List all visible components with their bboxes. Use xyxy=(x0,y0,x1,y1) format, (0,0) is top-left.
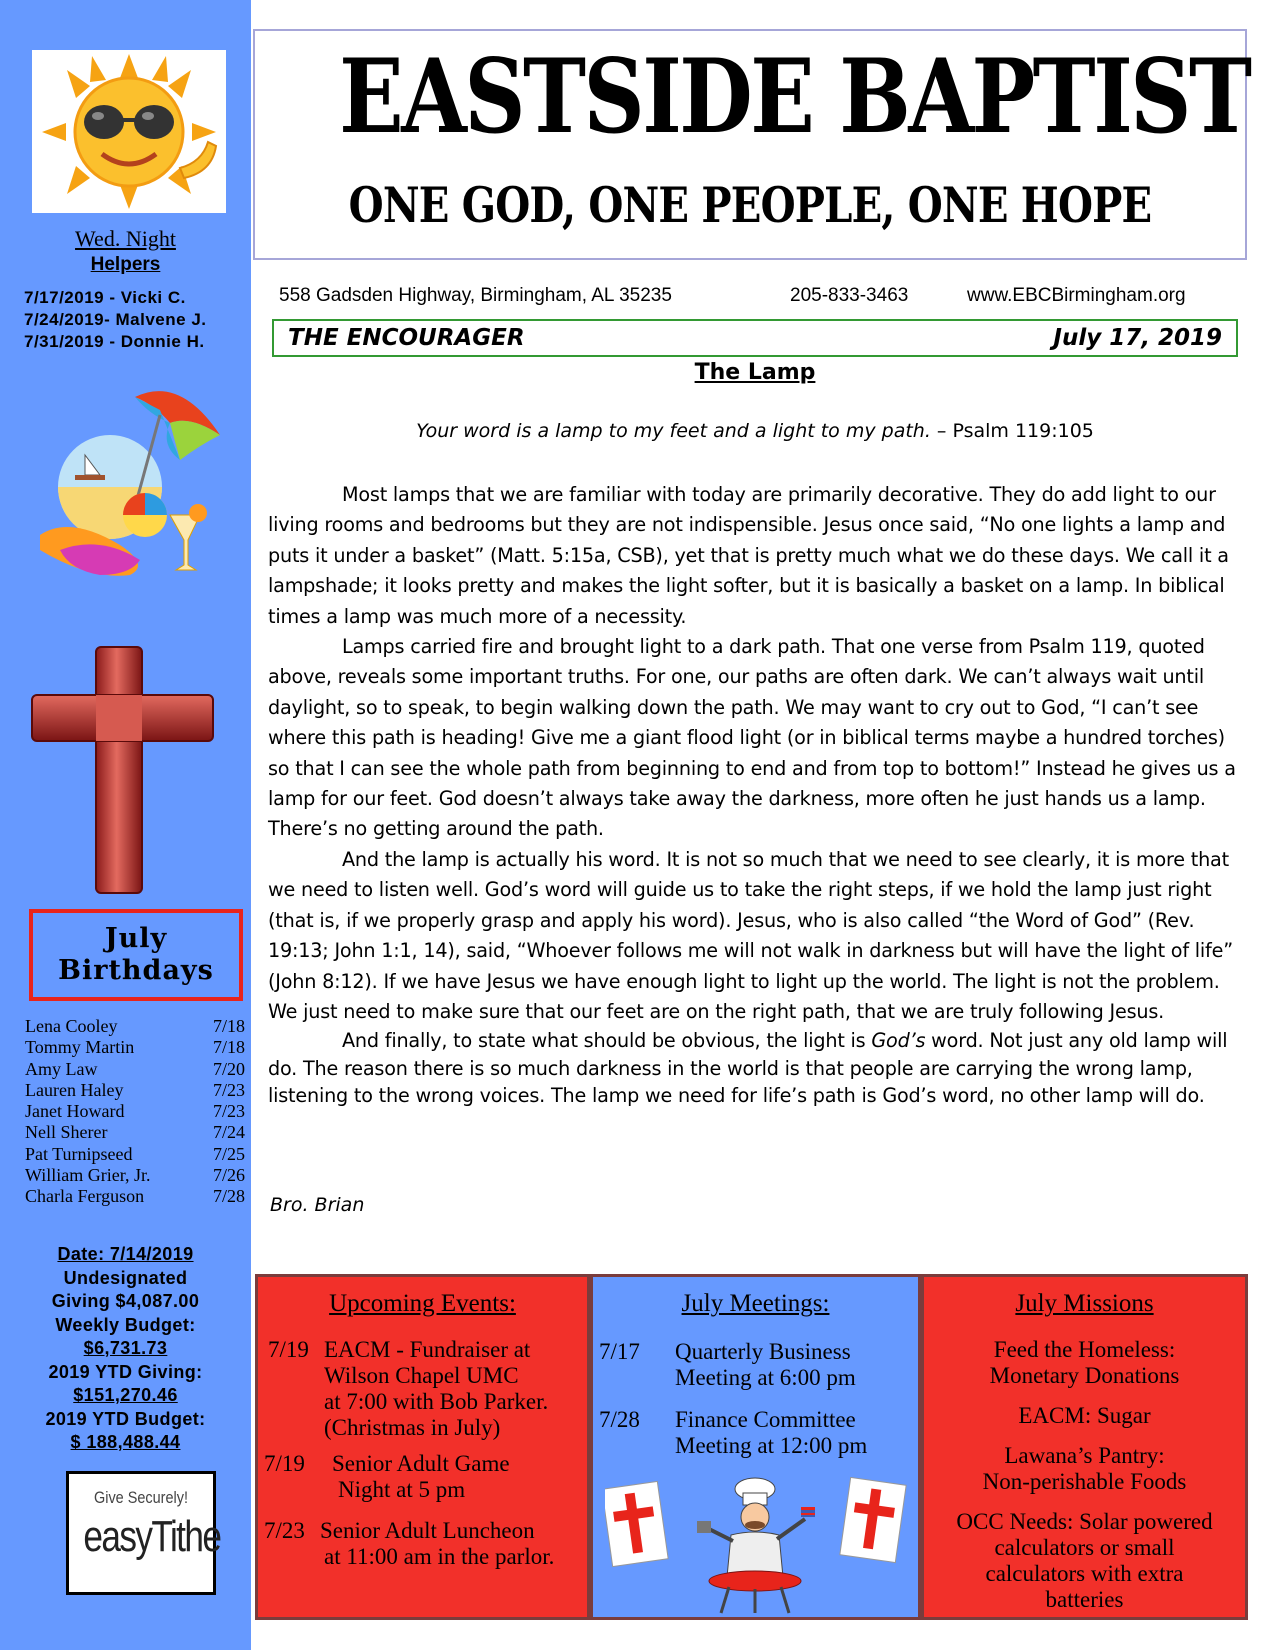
birthday-date: 7/23 xyxy=(212,1101,245,1122)
event-text xyxy=(324,1337,548,1441)
birthday-name: Pat Turnipseed xyxy=(25,1143,133,1164)
birthday-row xyxy=(25,1059,245,1080)
helpers-subtitle: Helpers xyxy=(90,254,161,275)
tithe-brand: easyTithe xyxy=(83,1512,221,1561)
article-paragraph: And the lamp is actually his word. It is not so much that we need to see clearly, it is more that we need to listen well. God’s word will guide us to take the right steps, if we hold the lamp just right (that is, if we properly grasp and apply his word). Jesus, who is also called “the Word of God” (Rev. 19:13; John 1:1, 14), said, “Whoever follows me will not walk in darkness but will have the light of life” (John 8:12). If we have Jesus we have enough light to light up the world. The light is not the problem. We just need to make sure that our feet are on the right path, that we are truly following Jesus. xyxy=(268,847,1233,1023)
birthday-name: Tommy Martin xyxy=(25,1037,135,1058)
church-address: 558 Gadsden Highway, Birmingham, AL 35235 xyxy=(279,285,672,306)
event-line: at 11:00 am in the parlor. xyxy=(324,1544,555,1569)
meeting-text xyxy=(675,1407,867,1459)
event-text xyxy=(332,1451,510,1503)
giving-date: Date: 7/14/2019 xyxy=(57,1244,194,1264)
event-date: 7/19 xyxy=(268,1337,309,1362)
paragraph-text: word. Not just any old lamp will do. The reason there is so much darkness in the world is that people are carrying the wrong lamp, listening to the wrong voices. The lamp we need for life’s path is God’s word, no other lamp will do. xyxy=(268,1029,1228,1108)
event-line: at 7:00 with Bob Parker. xyxy=(324,1389,549,1414)
july-missions-panel xyxy=(921,1274,1248,1620)
birthday-list xyxy=(25,1016,245,1208)
newsletter-date: July 17, 2019 xyxy=(1053,325,1222,351)
ytd-giving-value: $151,270.46 xyxy=(73,1385,178,1405)
event-text xyxy=(320,1518,554,1570)
weekly-budget-label: Weekly Budget: xyxy=(55,1314,196,1335)
beach-ball-umbrella-icon xyxy=(30,375,230,590)
birthday-date: 7/18 xyxy=(212,1037,245,1058)
birthday-date: 7/20 xyxy=(212,1058,245,1079)
meeting-date: 7/17 xyxy=(599,1339,640,1364)
event-line: Wilson Chapel UMC xyxy=(324,1363,519,1388)
article-paragraph xyxy=(268,1027,1248,1110)
scripture-verse xyxy=(272,420,1238,442)
birthday-row xyxy=(25,1101,245,1122)
event-line: (Christmas in July) xyxy=(324,1415,501,1440)
meetings-title: July Meetings: xyxy=(681,1290,830,1317)
upcoming-events-panel xyxy=(255,1274,590,1620)
meeting-line: Meeting at 12:00 pm xyxy=(675,1433,868,1458)
birthday-date: 7/25 xyxy=(212,1143,245,1164)
event-line: EACM - Fundraiser at xyxy=(324,1337,531,1362)
mission-line: calculators with extra xyxy=(985,1561,1184,1586)
ytd-giving-label: 2019 YTD Giving: xyxy=(48,1361,203,1382)
church-website[interactable]: www.EBCBirmingham.org xyxy=(967,285,1186,306)
mission-line: batteries xyxy=(1045,1587,1124,1612)
birthday-name: Janet Howard xyxy=(25,1101,125,1122)
helpers-title: Wed. Night xyxy=(75,226,176,251)
july-meetings-panel xyxy=(590,1274,921,1620)
church-phone: 205-833-3463 xyxy=(790,285,909,306)
birthday-row xyxy=(25,1144,245,1165)
event-date: 7/19 xyxy=(264,1451,305,1476)
sidebar xyxy=(0,0,251,1650)
birthday-date: 7/28 xyxy=(212,1186,245,1207)
birthday-name: Charla Ferguson xyxy=(25,1186,145,1207)
weekly-budget-value: $6,731.73 xyxy=(83,1338,168,1358)
birthday-date: 7/24 xyxy=(212,1122,245,1143)
sun-with-sunglasses-icon xyxy=(32,50,226,213)
birthday-name: Nell Sherer xyxy=(25,1122,108,1143)
church-name: EASTSIDE BAPTIST xyxy=(339,37,1250,157)
giving-undesignated-label: Undesignated xyxy=(63,1267,188,1288)
birthday-name: Amy Law xyxy=(25,1058,98,1079)
article-body xyxy=(268,480,1248,1110)
mission-line: calculators or small xyxy=(994,1535,1175,1560)
article-title: The Lamp xyxy=(694,360,816,385)
giving-summary xyxy=(0,1243,251,1455)
meeting-line: Finance Committee xyxy=(675,1407,856,1432)
birthday-name: William Grier, Jr. xyxy=(25,1165,151,1186)
birthday-date: 7/18 xyxy=(212,1016,245,1036)
event-line: Night at 5 pm xyxy=(338,1477,466,1502)
verse-reference: – Psalm 119:105 xyxy=(930,420,1094,442)
meeting-item xyxy=(599,1407,909,1463)
birthday-row xyxy=(25,1122,245,1143)
newsletter-name: THE ENCOURAGER xyxy=(288,325,525,351)
mission-line: EACM: Sugar xyxy=(1018,1403,1151,1428)
birthday-row xyxy=(25,1080,245,1101)
missions-title: July Missions xyxy=(1015,1290,1154,1317)
birthday-date: 7/23 xyxy=(212,1079,245,1100)
birthday-row xyxy=(25,1186,245,1207)
meeting-item xyxy=(599,1339,909,1395)
meeting-date: 7/28 xyxy=(599,1407,640,1432)
events-title: Upcoming Events: xyxy=(329,1290,516,1317)
mission-line: Lawana’s Pantry: xyxy=(1004,1443,1165,1468)
event-line: Senior Adult Luncheon xyxy=(320,1518,535,1543)
helpers-list xyxy=(24,287,207,353)
church-motto: ONE GOD, ONE PEOPLE, ONE HOPE xyxy=(348,176,1152,234)
helper-item: 7/17/2019 - Vicki C. xyxy=(24,288,186,307)
mission-line: Feed the Homeless: xyxy=(993,1337,1176,1362)
birthday-name: Lena Cooley xyxy=(25,1016,118,1036)
event-item xyxy=(264,1518,584,1574)
birthdays-heading-line2: Birthdays xyxy=(58,955,214,986)
birthday-name: Lauren Haley xyxy=(25,1079,124,1100)
ytd-budget-label: 2019 YTD Budget: xyxy=(45,1408,206,1429)
birthdays-heading xyxy=(29,909,243,1001)
meeting-line: Quarterly Business xyxy=(675,1339,851,1364)
birthday-row xyxy=(25,1037,245,1058)
easytithe-logo[interactable] xyxy=(66,1471,221,1595)
red-cross-icon xyxy=(30,645,215,895)
newsletter-banner xyxy=(272,319,1238,357)
mission-line: Monetary Donations xyxy=(989,1363,1180,1388)
paragraph-text: And finally, to state what should be obvious, the light is xyxy=(342,1029,872,1053)
meeting-line: Meeting at 6:00 pm xyxy=(675,1365,856,1390)
event-date: 7/23 xyxy=(264,1518,305,1543)
event-item xyxy=(264,1451,584,1507)
tithe-tagline: Give Securely! xyxy=(94,1488,188,1507)
verse-text: Your word is a lamp to my feet and a light to my path. xyxy=(416,420,931,442)
birthdays-heading-line1: July xyxy=(104,923,168,954)
ytd-budget-value: $ 188,488.44 xyxy=(70,1432,181,1452)
paragraph-emphasis: God’s xyxy=(871,1029,926,1053)
event-item xyxy=(268,1337,588,1447)
missions-body xyxy=(924,1337,1245,1613)
meeting-text xyxy=(675,1339,856,1391)
chef-grill-icon xyxy=(605,1477,910,1617)
helper-item: 7/31/2019 - Donnie H. xyxy=(24,332,205,351)
article-paragraph: Most lamps that we are familiar with today are primarily decorative. They do add light to our living rooms and bedrooms but they are not indispensible. Jesus once said, “No one lights a lamp and puts it under a basket” (Matt. 5:15a, CSB), yet that is pretty much what we do these days. We call it a lampshade; it looks pretty and makes the light softer, but it is basically a basket on a lamp. In biblical times a lamp was much more of a necessity. xyxy=(268,483,1229,628)
article-paragraph: Lamps carried fire and brought light to a dark path. That one verse from Psalm 119, quoted above, reveals some important truths. For one, our paths are often dark. We can’t always wait until daylight, so to speak, to begin walking down the path. We may want to cry out to God, “I can’t see where this path is heading! Give me a giant flood light (or in biblical terms maybe a hundred torches) so that I can see the whole path from beginning to end and from top to bottom!” Instead he gives us a lamp for our feet. God doesn’t always take away the darkness, more often he just hands us a lamp. There’s no getting around the path. xyxy=(268,635,1236,841)
helper-item: 7/24/2019- Malvene J. xyxy=(24,310,207,329)
mission-line: OCC Needs: Solar powered xyxy=(956,1509,1213,1534)
giving-amount: Giving $4,087.00 xyxy=(51,1291,200,1311)
birthday-row xyxy=(25,1165,245,1186)
mission-line: Non-perishable Foods xyxy=(982,1469,1187,1494)
masthead xyxy=(253,29,1250,260)
birthday-row xyxy=(25,1016,245,1037)
event-line: Senior Adult Game xyxy=(332,1451,510,1476)
article-signature: Bro. Brian xyxy=(270,1194,365,1216)
birthday-date: 7/26 xyxy=(212,1165,245,1186)
